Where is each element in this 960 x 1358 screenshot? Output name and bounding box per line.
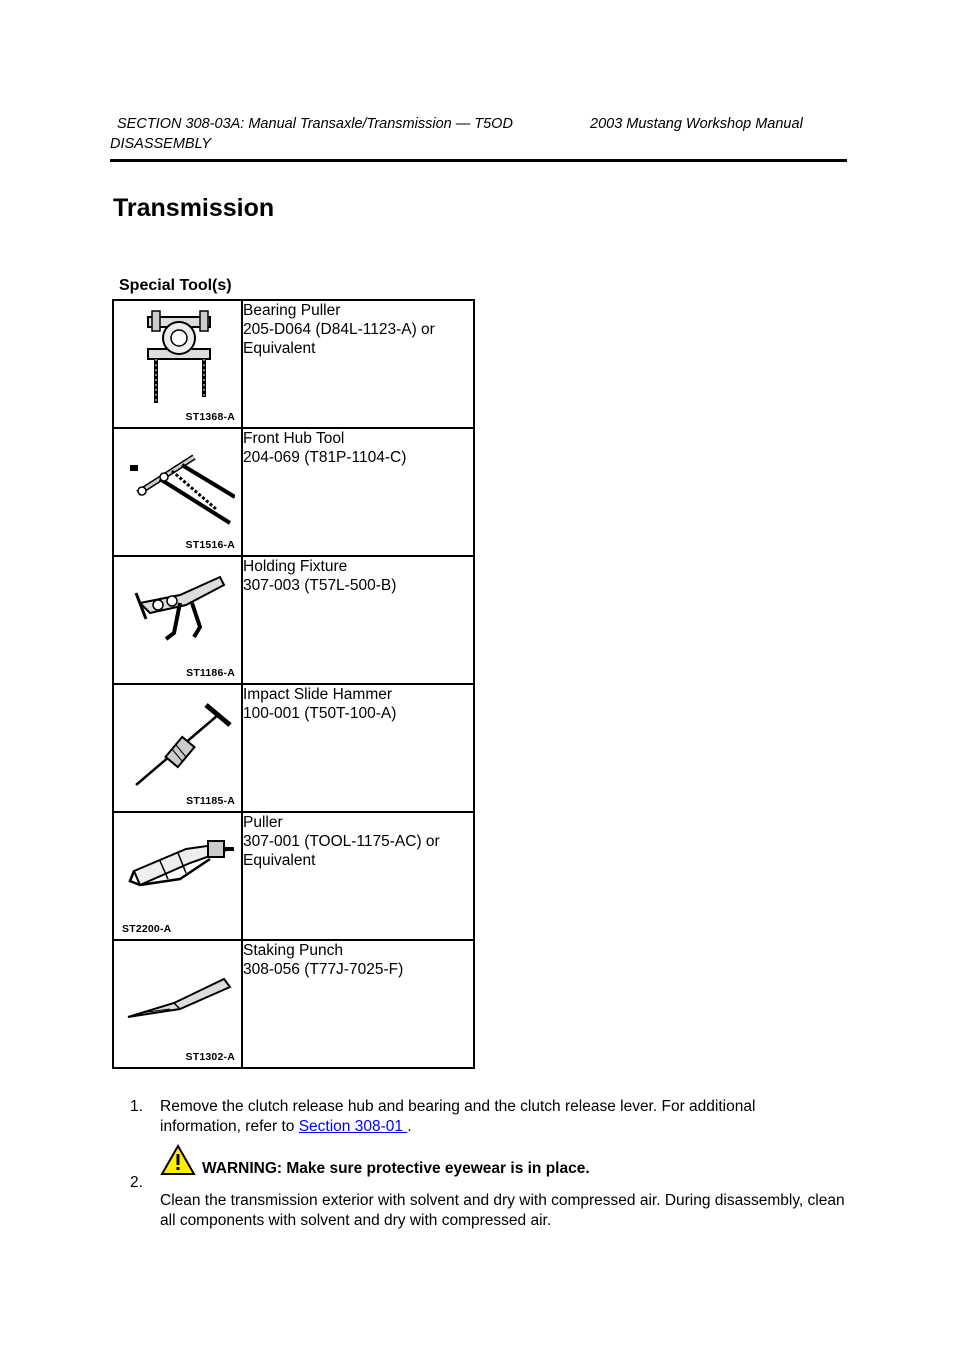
tool-name: Staking Punch xyxy=(243,942,343,959)
tool-number: 205-D064 (D84L-1123-A) or xyxy=(243,321,435,338)
step-text xyxy=(160,1097,850,1137)
tool-extra: Equivalent xyxy=(243,852,316,869)
tool-image-cell xyxy=(113,812,242,940)
holding-fixture-icon xyxy=(120,563,235,663)
tool-code: ST1302-A xyxy=(185,1051,235,1063)
tool-number: 307-003 (T57L-500-B) xyxy=(243,577,397,594)
tool-description xyxy=(242,428,474,556)
procedure-steps xyxy=(130,1097,850,1231)
tool-code: ST1186-A xyxy=(186,667,235,679)
header-section: SECTION 308-03A: Manual Transaxle/Transmission — T5OD xyxy=(117,116,513,132)
step-number: 2. xyxy=(130,1174,143,1191)
tool-name: Front Hub Tool xyxy=(243,430,345,447)
tool-image-cell xyxy=(113,428,242,556)
tool-description xyxy=(242,300,474,428)
step-text: Clean the transmission exterior with solvent and dry with compressed air. During disassembly, clean all components with solvent and dry with compressed air. xyxy=(160,1192,845,1229)
step-text-line: Remove the clutch release hub and bearing and the clutch release lever. For additional xyxy=(160,1098,756,1115)
staking-punch-icon xyxy=(120,947,235,1047)
header-rule xyxy=(110,159,847,162)
tool-code: ST1368-A xyxy=(185,411,235,423)
step-number: 1. xyxy=(130,1098,143,1115)
special-tools-caption: Special Tool(s) xyxy=(119,277,232,294)
tool-name: Holding Fixture xyxy=(243,558,348,575)
tool-extra: Equivalent xyxy=(243,340,316,357)
tool-image-cell xyxy=(113,684,242,812)
slide-hammer-icon xyxy=(120,691,235,791)
tool-description xyxy=(242,940,474,1068)
tool-name: Bearing Puller xyxy=(243,302,341,319)
tool-description xyxy=(242,812,474,940)
tool-code: ST2200-A xyxy=(122,923,172,935)
front-hub-tool-icon xyxy=(120,435,235,535)
special-tools-table xyxy=(112,299,475,1069)
page-title: Transmission xyxy=(113,194,275,222)
tool-image-cell xyxy=(113,300,242,428)
warning-triangle-icon xyxy=(160,1144,196,1176)
tool-image-cell xyxy=(113,556,242,684)
tool-code: ST1516-A xyxy=(185,539,235,551)
list-item xyxy=(130,1097,850,1137)
tool-name: Impact Slide Hammer xyxy=(243,686,393,703)
table-row xyxy=(113,428,474,556)
tool-description xyxy=(242,556,474,684)
section-link[interactable]: Section 308-01 xyxy=(298,1118,408,1135)
table-row xyxy=(113,556,474,684)
list-item xyxy=(130,1159,850,1231)
warning-line xyxy=(160,1159,850,1179)
header-subsection: DISASSEMBLY xyxy=(110,136,212,152)
table-row xyxy=(113,684,474,812)
header-manual: 2003 Mustang Workshop Manual xyxy=(590,116,803,132)
bearing-puller-icon xyxy=(120,307,235,407)
tool-description xyxy=(242,684,474,812)
tool-number: 204-069 (T81P-1104-C) xyxy=(243,449,407,466)
tool-image-cell xyxy=(113,940,242,1068)
tool-number: 308-056 (T77J-7025-F) xyxy=(243,961,404,978)
puller-icon xyxy=(120,819,235,919)
step-punctuation: . xyxy=(407,1118,412,1135)
table-row xyxy=(113,300,474,428)
tool-name: Puller xyxy=(243,814,283,831)
tool-number: 100-001 (T50T-100-A) xyxy=(243,705,397,722)
step-text-line: information, refer to xyxy=(160,1118,295,1135)
table-row xyxy=(113,940,474,1068)
tool-number: 307-001 (TOOL-1175-AC) or xyxy=(243,833,440,850)
warning-text: WARNING: Make sure protective eyewear is in place. xyxy=(202,1160,590,1177)
table-row xyxy=(113,812,474,940)
tool-code: ST1185-A xyxy=(186,795,235,807)
